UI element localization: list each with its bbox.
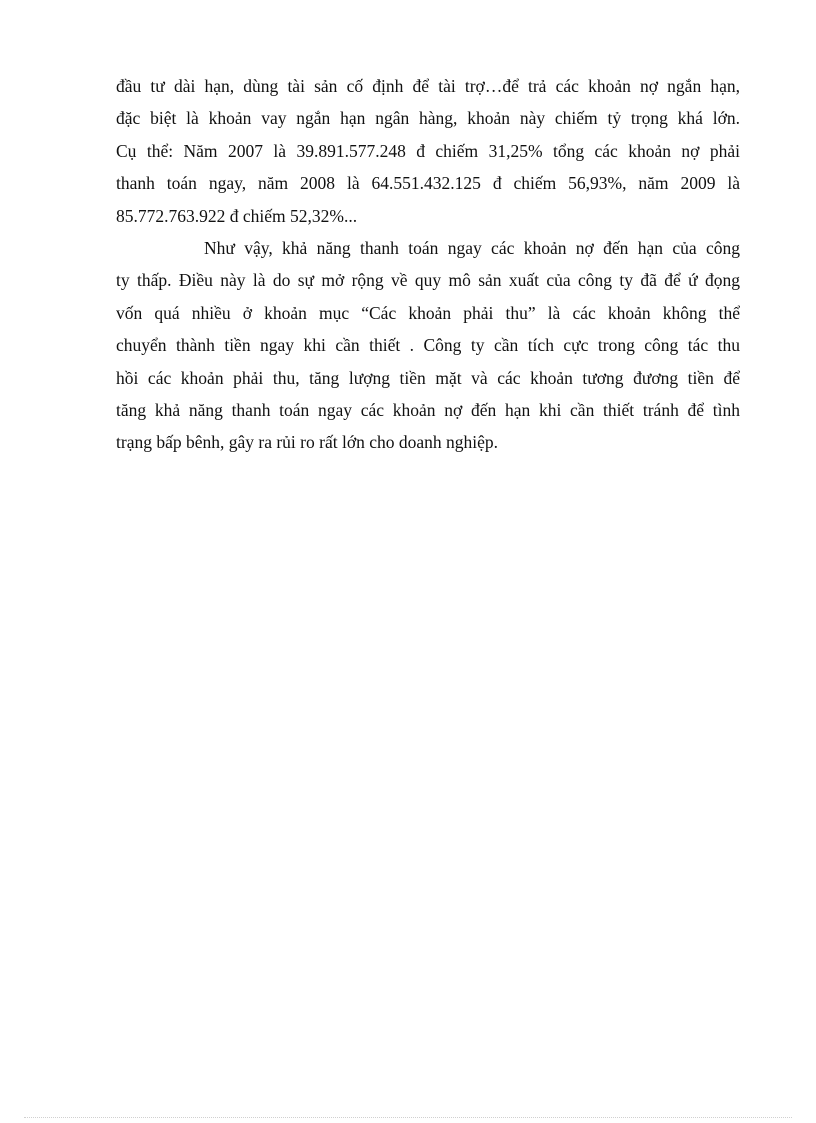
body-text	[116, 70, 740, 459]
text-line: 85.772.763.922 đ chiếm 52,32%...	[116, 205, 358, 226]
paragraph-2	[116, 232, 740, 459]
text-line: tăng khả năng thanh toán ngay các khoản nợ đến hạn khi cần thiết tránh để tình	[116, 399, 740, 420]
text-line: đặc biệt là khoản vay ngắn hạn ngân hàng, khoản này chiếm tỷ trọng khá lớn.	[116, 108, 740, 129]
text-line: đầu tư dài hạn, dùng tài sản cố định để tài trợ…để trả các khoản nợ ngắn hạn,	[116, 76, 740, 96]
text-line: thanh toán ngay, năm 2008 là 64.551.432.125 đ chiếm 56,93%, năm 2009 là	[116, 173, 740, 194]
text-line: vốn quá nhiều ở khoản mục “Các khoản phải thu” là các khoản không thể	[116, 302, 740, 323]
text-line: trạng bấp bênh, gây ra rủi ro rất lớn cho doanh nghiệp.	[116, 432, 498, 453]
text-line: chuyển thành tiền ngay khi cần thiết . Công ty cần tích cực trong công tác thu	[116, 335, 740, 356]
text-line: ty thấp. Điều này là do sự mở rộng về quy mô sản xuất của công ty đã để ứ đọng	[116, 270, 740, 291]
text-line: Như vậy, khả năng thanh toán ngay các khoản nợ đến hạn của công	[204, 237, 740, 258]
text-line: Cụ thể: Năm 2007 là 39.891.577.248 đ chiếm 31,25% tổng các khoản nợ phải	[116, 140, 740, 161]
page-footer-divider	[24, 1117, 792, 1118]
text-line: hồi các khoản phải thu, tăng lượng tiền mặt và các khoản tương đương tiền để	[116, 367, 740, 388]
paragraph-1	[116, 70, 740, 232]
